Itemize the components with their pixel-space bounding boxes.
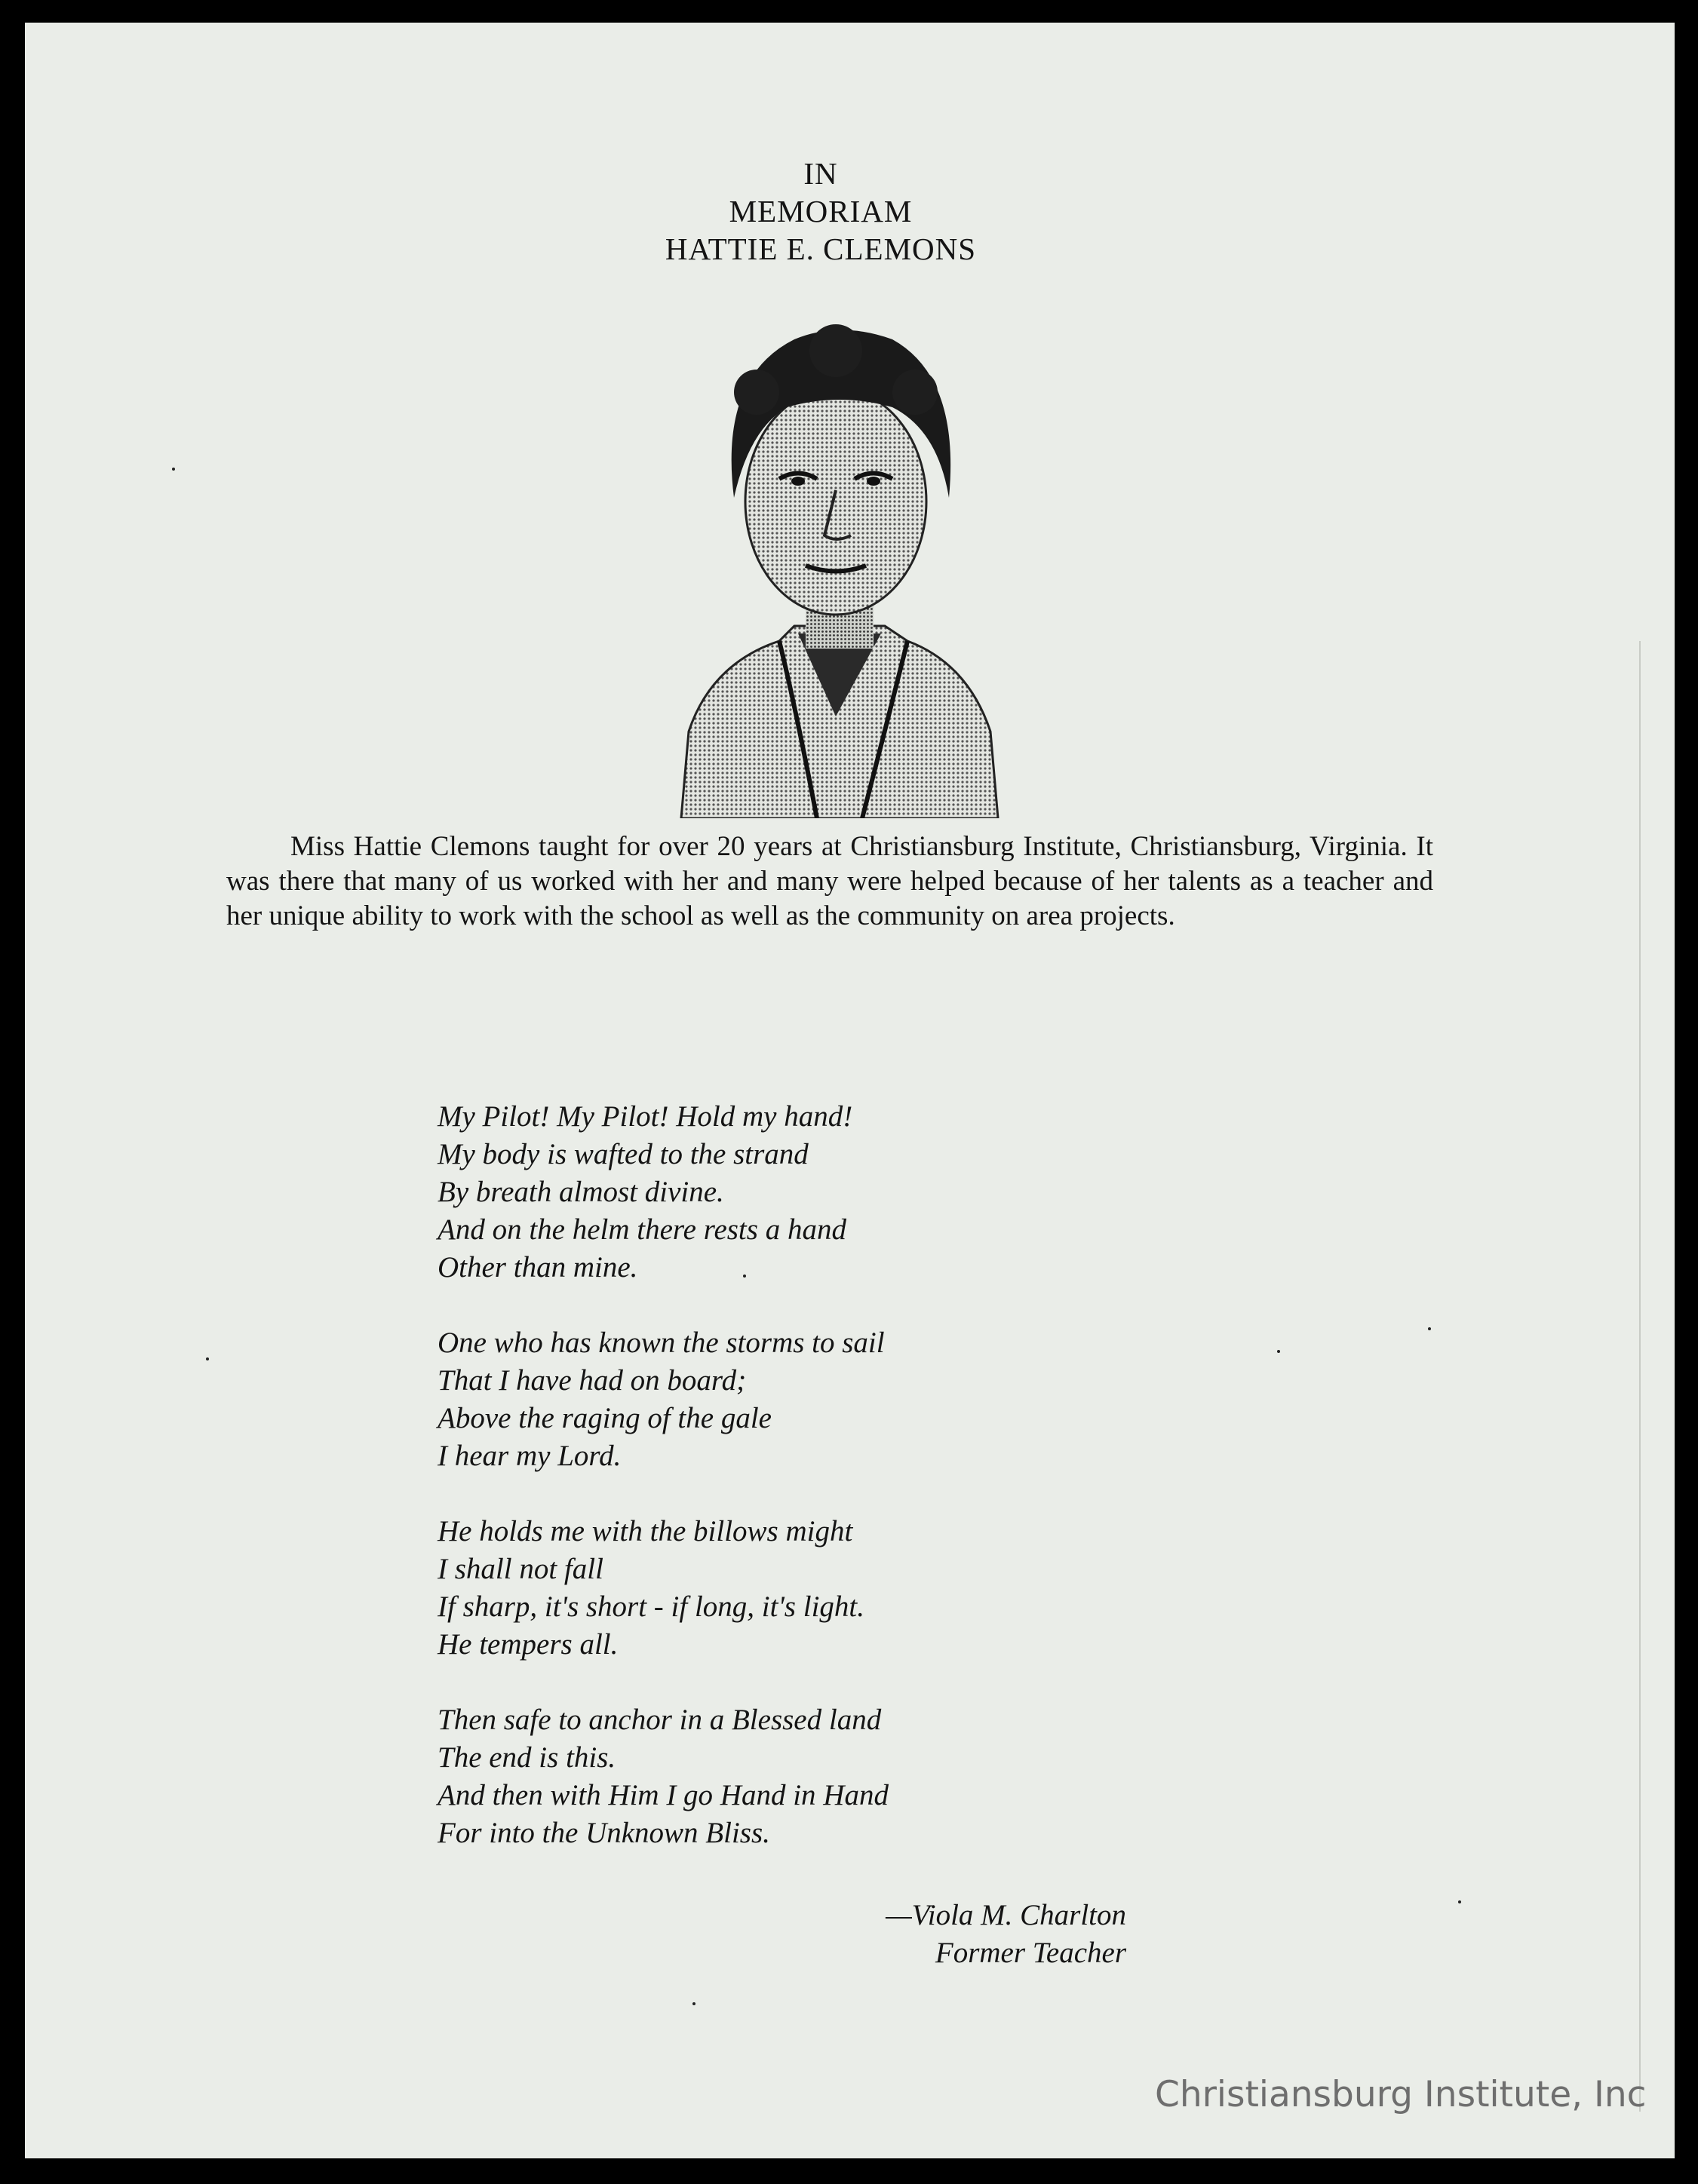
portrait-photo <box>666 309 1006 818</box>
signature-name: —Viola M. Charlton <box>886 1899 1126 1931</box>
dust-speck <box>1428 1327 1431 1330</box>
poem-line: That I have had on board; <box>438 1364 747 1397</box>
poem-line: My body is wafted to the strand <box>438 1138 809 1170</box>
poem-line: I hear my Lord. <box>438 1440 622 1472</box>
poem <box>438 1098 1116 1890</box>
poem-line: Then safe to anchor in a Blessed land <box>438 1704 882 1736</box>
dust-speck <box>743 1275 746 1278</box>
poem-line: Other than mine. <box>438 1251 638 1284</box>
poem-line: He holds me with the billows might <box>438 1515 853 1548</box>
dust-speck <box>692 2002 695 2005</box>
dust-speck <box>1458 1900 1461 1903</box>
poem-line: He tempers all. <box>438 1628 619 1661</box>
poem-stanza <box>438 1701 1116 1852</box>
poem-line: My Pilot! My Pilot! Hold my hand! <box>438 1100 853 1133</box>
signature-title: Former Teacher <box>935 1937 1126 1969</box>
heading-line-name: HATTIE E. CLEMONS <box>665 232 977 266</box>
dust-speck <box>1277 1350 1280 1353</box>
poem-stanza <box>438 1324 1116 1475</box>
poem-line: The end is this. <box>438 1741 616 1774</box>
poem-line: One who has known the storms to sail <box>438 1327 885 1359</box>
dust-speck <box>172 468 175 471</box>
poem-line: I shall not fall <box>438 1553 603 1585</box>
heading-line-memoriam: MEMORIAM <box>729 194 913 229</box>
memorial-page <box>25 23 1675 2158</box>
signature-block <box>779 1897 1126 1972</box>
poem-line: By breath almost divine. <box>438 1176 724 1208</box>
tribute-paragraph: Miss Hattie Clemons taught for over 20 years at Christiansburg Institute, Christiansburg, Virginia. It was there that many of us worked with her and many were helped because of her talents as a teacher and her unique ability to work with the school as well as the community on area projects. <box>226 831 1433 931</box>
poem-stanza <box>438 1098 1116 1287</box>
poem-line: If sharp, it's short - if long, it's light. <box>438 1590 864 1623</box>
poem-line: And then with Him I go Hand in Hand <box>438 1779 889 1811</box>
watermark: Christiansburg Institute, Inc <box>1155 2074 1647 2115</box>
poem-line: Above the raging of the gale <box>438 1402 772 1434</box>
heading-line-in: IN <box>803 156 838 191</box>
memorial-heading <box>25 155 1617 268</box>
poem-line: And on the helm there rests a hand <box>438 1213 846 1246</box>
poem-line: For into the Unknown Bliss. <box>438 1817 770 1849</box>
page-edge-line <box>1639 641 1641 2112</box>
dust-speck <box>206 1357 209 1360</box>
poem-stanza <box>438 1513 1116 1664</box>
